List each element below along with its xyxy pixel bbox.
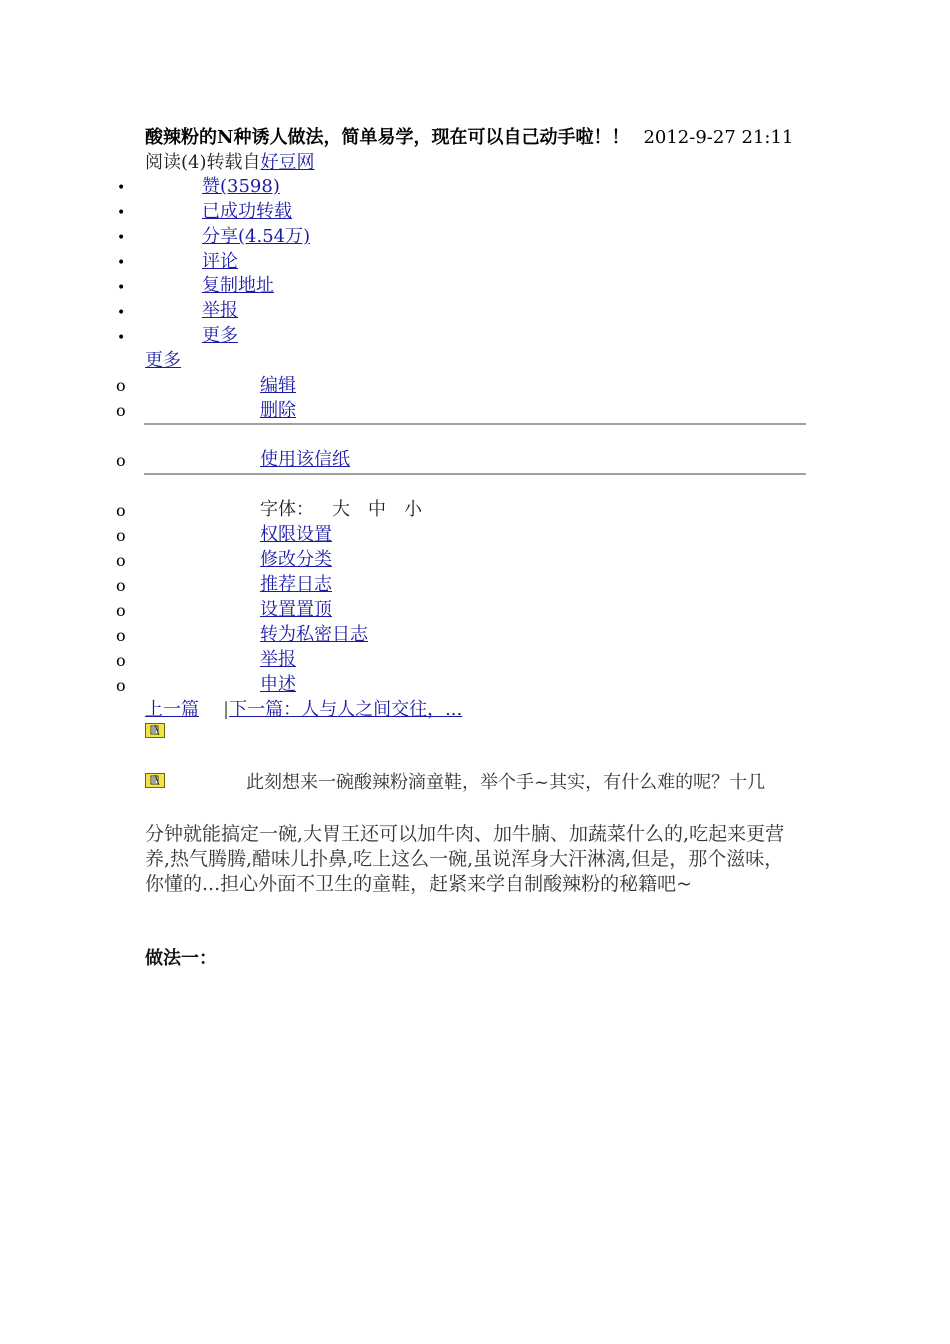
- bullet-icon: •: [117, 205, 126, 221]
- copy-address-link[interactable]: 复制地址: [202, 275, 274, 296]
- circle-bullet-icon: o: [116, 601, 126, 620]
- bullet-icon: •: [117, 255, 126, 271]
- bullet-icon: •: [117, 280, 126, 296]
- edit-link[interactable]: 编辑: [260, 375, 296, 396]
- use-paper-link[interactable]: 使用该信纸: [260, 449, 350, 470]
- circle-bullet-icon: o: [116, 551, 126, 570]
- circle-bullet-icon: o: [116, 501, 126, 520]
- bullet-icon: •: [117, 330, 126, 346]
- article-header: [145, 126, 793, 150]
- menu-divider: [144, 473, 806, 475]
- change-category-link[interactable]: 修改分类: [260, 549, 332, 570]
- content-first-line: 此刻想来一碗酸辣粉滴童鞋，举个手~其实，有什么难的呢？十几: [246, 772, 766, 793]
- bullet-icon: •: [117, 180, 126, 196]
- share-link[interactable]: 分享(4.54万): [202, 226, 311, 247]
- read-count-text: 阅读(4)转载自: [145, 152, 261, 173]
- circle-bullet-icon: o: [116, 526, 126, 545]
- reposted-link[interactable]: 已成功转载: [202, 201, 292, 222]
- make-private-link[interactable]: 转为私密日志: [260, 624, 368, 645]
- report-menu-link[interactable]: 举报: [260, 649, 296, 670]
- nav-separator: |: [223, 699, 230, 720]
- more-link[interactable]: 更多: [202, 325, 238, 346]
- post-navigation: [145, 698, 462, 722]
- font-size-large[interactable]: 大: [332, 499, 350, 520]
- circle-bullet-icon: o: [116, 651, 126, 670]
- article-date: 2012-9-27 21:11: [643, 127, 794, 148]
- menu-divider: [144, 423, 806, 425]
- circle-bullet-icon: o: [116, 676, 126, 695]
- section-heading: 做法一：: [145, 948, 217, 969]
- bullet-icon: •: [117, 305, 126, 321]
- content-paragraph: 分钟就能搞定一碗,大胃王还可以加牛肉、加牛腩、加蔬菜什么的,吃起来更营养,热气腾腾,醋味儿扑鼻,吃上这么一碗,虽说浑身大汗淋漓,但是，那个滋味，你懂的...担心外面不卫生的童鞋，赶紧来学自制酸辣粉的秘籍吧~: [145, 823, 785, 895]
- circle-bullet-icon: o: [116, 376, 126, 395]
- permission-settings-link[interactable]: 权限设置: [260, 524, 332, 545]
- font-size-small[interactable]: 小: [404, 499, 422, 520]
- recommend-post-link[interactable]: 推荐日志: [260, 574, 332, 595]
- comment-link[interactable]: 评论: [202, 251, 238, 272]
- circle-bullet-icon: o: [116, 576, 126, 595]
- report-link[interactable]: 举报: [202, 300, 238, 321]
- font-size-row: [260, 498, 422, 522]
- broken-image-icon: [145, 723, 165, 738]
- prev-post-link[interactable]: 上一篇: [145, 699, 199, 720]
- delete-link[interactable]: 删除: [260, 400, 296, 421]
- like-link[interactable]: 赞(3598): [202, 176, 280, 197]
- next-post-link[interactable]: 下一篇：人与人之间交往，...: [229, 699, 463, 720]
- circle-bullet-icon: o: [116, 451, 126, 470]
- broken-image-icon: [145, 773, 165, 788]
- circle-bullet-icon: o: [116, 401, 126, 420]
- font-size-medium[interactable]: 中: [368, 499, 386, 520]
- appeal-link[interactable]: 申述: [260, 674, 296, 695]
- pin-to-top-link[interactable]: 设置置顶: [260, 599, 332, 620]
- more-toggle[interactable]: 更多: [145, 350, 181, 371]
- source-link[interactable]: 好豆网: [260, 152, 315, 173]
- font-size-label: 字体：: [260, 499, 314, 520]
- bullet-icon: •: [117, 230, 126, 246]
- read-info: [145, 151, 315, 175]
- circle-bullet-icon: o: [116, 626, 126, 645]
- article-title: 酸辣粉的N种诱人做法，简单易学，现在可以自己动手啦！！: [145, 127, 630, 148]
